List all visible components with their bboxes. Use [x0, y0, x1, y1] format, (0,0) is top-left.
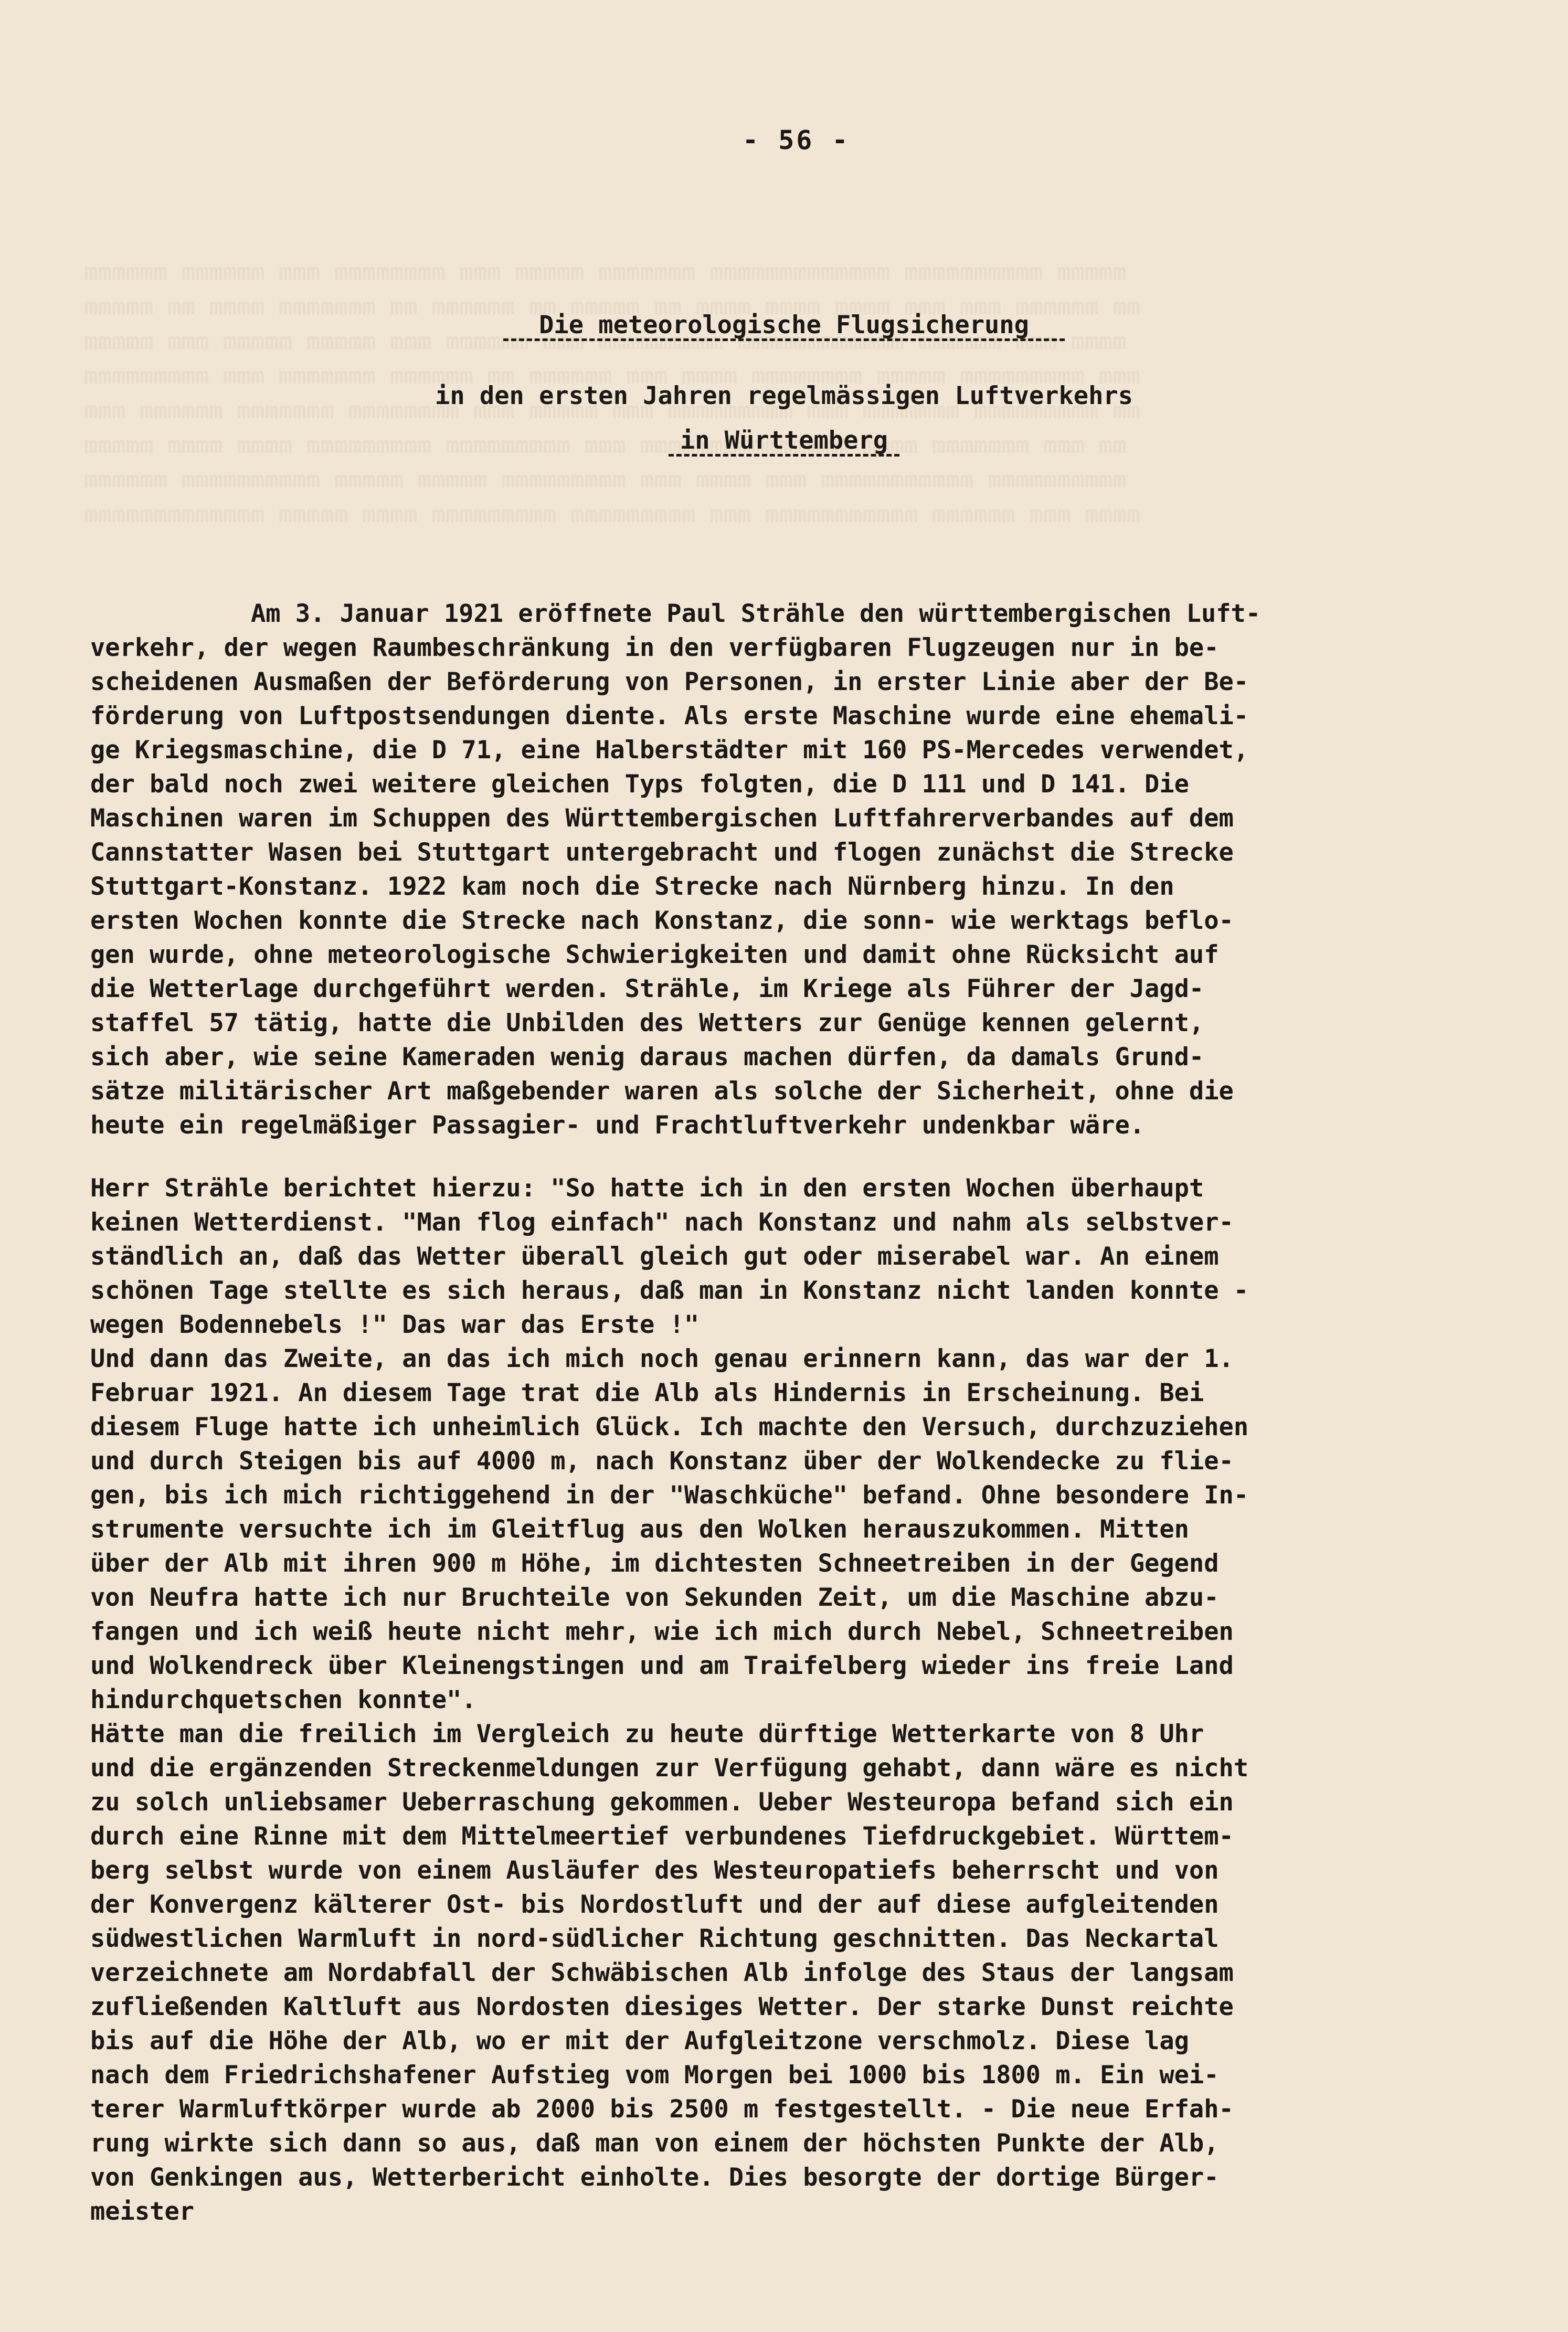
text-line: und die ergänzenden Streckenmeldungen zur Verfügung gehabt, dann wäre es nicht: [90, 1754, 1249, 1783]
text-line: zufließenden Kaltluft aus Nordosten diesiges Wetter. Der starke Dunst reichte: [90, 1992, 1234, 2021]
text-line: keinen Wetterdienst. "Man flog einfach" nach Konstanz und nahm als selbstver-: [90, 1208, 1234, 1237]
text-line: bis auf die Höhe der Alb, wo er mit der Aufgleitzone verschmolz. Diese lag: [90, 2027, 1189, 2055]
text-line: gen wurde, ohne meteorologische Schwierigkeiten und damit ohne Rücksicht auf: [90, 940, 1219, 969]
text-line: von Neufra hatte ich nur Bruchteile von Sekunden Zeit, um die Maschine abzu-: [90, 1583, 1219, 1612]
text-line: nach dem Friedrichshafener Aufstieg vom Morgen bei 1000 bis 1800 m. Ein wei-: [90, 2061, 1219, 2090]
text-line: Cannstatter Wasen bei Stuttgart untergebracht und flogen zunächst die Strecke: [90, 838, 1234, 867]
text-line: sich aber, wie seine Kameraden wenig daraus machen dürfen, da damals Grund-: [90, 1043, 1204, 1072]
text-line: heute ein regelmäßiger Passagier- und Frachtluftverkehr undenkbar wäre.: [90, 1111, 1145, 1140]
text-line: Am 3. Januar 1921 eröffnete Paul Strähle den württembergischen Luft-: [251, 599, 1261, 628]
text-line: strumente versuchte ich im Gleitflug aus den Wolken herauszukommen. Mitten: [90, 1515, 1189, 1544]
text-line: förderung von Luftpostsendungen diente. Als erste Maschine wurde eine ehemali-: [90, 702, 1249, 730]
text-line: diesem Fluge hatte ich unheimlich Glück. Ich machte den Versuch, durchzuziehen: [90, 1413, 1249, 1441]
text-line: Stuttgart-Konstanz. 1922 kam noch die Strecke nach Nürnberg hinzu. In den: [90, 872, 1174, 901]
text-line: gen, bis ich mich richtiggehend in der "Waschküche" befand. Ohne besondere In-: [90, 1481, 1249, 1510]
heading-region-text: in Württemberg: [680, 426, 888, 455]
heading-region: [0, 426, 1568, 457]
text-line: Maschinen waren im Schuppen des Württembergischen Luftfahrerverbandes auf dem: [90, 804, 1234, 833]
text-line: zu solch unliebsamer Ueberraschung gekommen. Ueber Westeuropa befand sich ein: [90, 1788, 1234, 1817]
text-line: der bald noch zwei weitere gleichen Typs folgten, die D 111 und D 141. Die: [90, 770, 1189, 799]
text-line: wegen Bodennebels !" Das war das Erste !": [90, 1310, 700, 1339]
text-line: ge Kriegsmaschine, die D 71, eine Halberstädter mit 160 PS-Mercedes verwendet,: [90, 736, 1249, 765]
text-line: ständlich an, daß das Wetter überall gleich gut oder miserabel war. An einem: [90, 1242, 1219, 1271]
text-line: scheidenen Ausmaßen der Beförderung von Personen, in erster Linie aber der Be-: [90, 667, 1249, 696]
page-number: - 56 -: [743, 125, 850, 155]
text-line: meister: [90, 2197, 195, 2226]
text-line: Und dann das Zweite, an das ich mich noch genau erinnern kann, das war der 1.: [90, 1344, 1234, 1373]
text-line: fangen und ich weiß heute nicht mehr, wie ich mich durch Nebel, Schneetreiben: [90, 1617, 1234, 1646]
text-line: und Wolkendreck über Kleinengstingen und am Traifelberg wieder ins freie Land: [90, 1651, 1234, 1680]
text-line: südwestlichen Warmluft in nord-südlicher Richtung geschnitten. Das Neckartal: [90, 1924, 1219, 1953]
text-line: über der Alb mit ihren 900 m Höhe, im dichtesten Schneetreiben in der Gegend: [90, 1549, 1219, 1578]
text-line: und durch Steigen bis auf 4000 m, nach Konstanz über der Wolkendecke zu flie-: [90, 1447, 1234, 1476]
text-line: durch eine Rinne mit dem Mittelmeertief verbundenes Tiefdruckgebiet. Württem-: [90, 1822, 1234, 1851]
text-line: berg selbst wurde von einem Ausläufer des Westeuropatiefs beherrscht und von: [90, 1856, 1219, 1885]
text-line: sätze militärischer Art maßgebender waren als solche der Sicherheit, ohne die: [90, 1077, 1234, 1106]
text-line: Hätte man die freilich im Vergleich zu heute dürftige Wetterkarte von 8 Uhr: [90, 1720, 1204, 1748]
text-line: rung wirkte sich dann so aus, daß man von einem der höchsten Punkte der Alb,: [90, 2129, 1219, 2158]
text-line: schönen Tage stellte es sich heraus, daß man in Konstanz nicht landen konnte -: [90, 1276, 1249, 1305]
text-line: ersten Wochen konnte die Strecke nach Konstanz, die sonn- wie werktags beflo-: [90, 906, 1234, 935]
heading-subtitle-text: in den ersten Jahren regelmässigen Luftverkehrs: [435, 381, 1133, 410]
text-line: der Konvergenz kälterer Ost- bis Nordostluft und der auf diese aufgleitenden: [90, 1890, 1219, 1919]
text-line: hindurchquetschen konnte".: [90, 1686, 476, 1714]
heading-title: [0, 311, 1568, 341]
text-line: verzeichnete am Nordabfall der Schwäbischen Alb infolge des Staus der langsam: [90, 1958, 1234, 1987]
text-line: Februar 1921. An diesem Tage trat die Alb als Hindernis in Erscheinung. Bei: [90, 1379, 1204, 1407]
text-line: die Wetterlage durchgeführt werden. Strähle, im Kriege als Führer der Jagd-: [90, 974, 1204, 1003]
heading-title-text: Die meteorologische Flugsicherung: [539, 311, 1029, 340]
text-line: von Genkingen aus, Wetterbericht einholte. Dies besorgte der dortige Bürger-: [90, 2163, 1219, 2192]
text-line: terer Warmluftkörper wurde ab 2000 bis 2500 m festgestellt. - Die neue Erfah-: [90, 2095, 1234, 2124]
text-line: staffel 57 tätig, hatte die Unbilden des Wetters zur Genüge kennen gelernt,: [90, 1009, 1204, 1037]
text-line: verkehr, der wegen Raumbeschränkung in den verfügbaren Flugzeugen nur in be-: [90, 633, 1219, 662]
text-line: Herr Strähle berichtet hierzu: "So hatte ich in den ersten Wochen überhaupt: [90, 1174, 1204, 1203]
heading-subtitle: [0, 381, 1568, 410]
